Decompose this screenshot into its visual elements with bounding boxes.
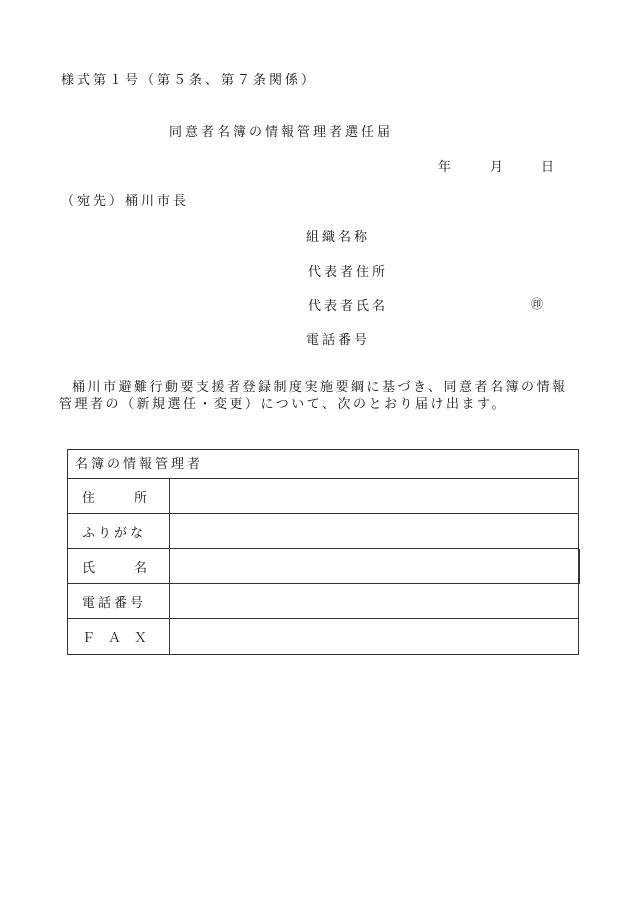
rep-name-label: 代表者氏名: [308, 299, 389, 314]
table-row-name: [68, 549, 580, 584]
row-label-text: 電話番号: [82, 595, 147, 611]
document-title: 同意者名簿の情報管理者選任届: [169, 125, 394, 140]
seal-mark: ㊞: [531, 297, 544, 311]
row-label-text: ＦＡＸ: [82, 631, 147, 646]
fax-field[interactable]: [170, 619, 578, 654]
furigana-field[interactable]: [170, 514, 578, 548]
row-label: [68, 619, 170, 654]
form-number: 様式第１号（第５条、第７条関係）: [61, 73, 318, 88]
table-row-fax: [68, 619, 578, 654]
row-label-text: 住所: [82, 490, 147, 506]
phone-label: 電話番号: [306, 333, 371, 348]
name-field[interactable]: [170, 549, 579, 583]
body-paragraph: [59, 379, 581, 413]
org-name-label: 組織名称: [306, 230, 371, 245]
phone-field[interactable]: [170, 584, 578, 618]
row-label: [68, 549, 170, 583]
body-text: 桶川市避難行動要支援者登録制度実施要綱に基づき、同意者名簿の情報管理者の（新規選任・変更）について、次のとおり届け出ます。: [59, 380, 568, 412]
rep-address-label: 代表者住所: [308, 265, 389, 280]
row-label: [68, 584, 170, 618]
date-year-label: 年: [438, 160, 452, 175]
table-header: 名簿の情報管理者: [68, 450, 578, 479]
table-row-address: [68, 479, 578, 514]
table-row-furigana: [68, 514, 578, 549]
date-month-label: 月: [490, 160, 504, 175]
addressee: （宛先）桶川市長: [61, 194, 190, 209]
address-field[interactable]: [170, 479, 578, 513]
date-day-label: 日: [541, 160, 555, 175]
table-row-phone: [68, 584, 578, 619]
row-label-text: ふりがな: [82, 525, 147, 541]
row-label: [68, 514, 170, 548]
info-table: [67, 449, 579, 655]
row-label-text: 氏名: [82, 560, 147, 576]
row-label: [68, 479, 170, 513]
